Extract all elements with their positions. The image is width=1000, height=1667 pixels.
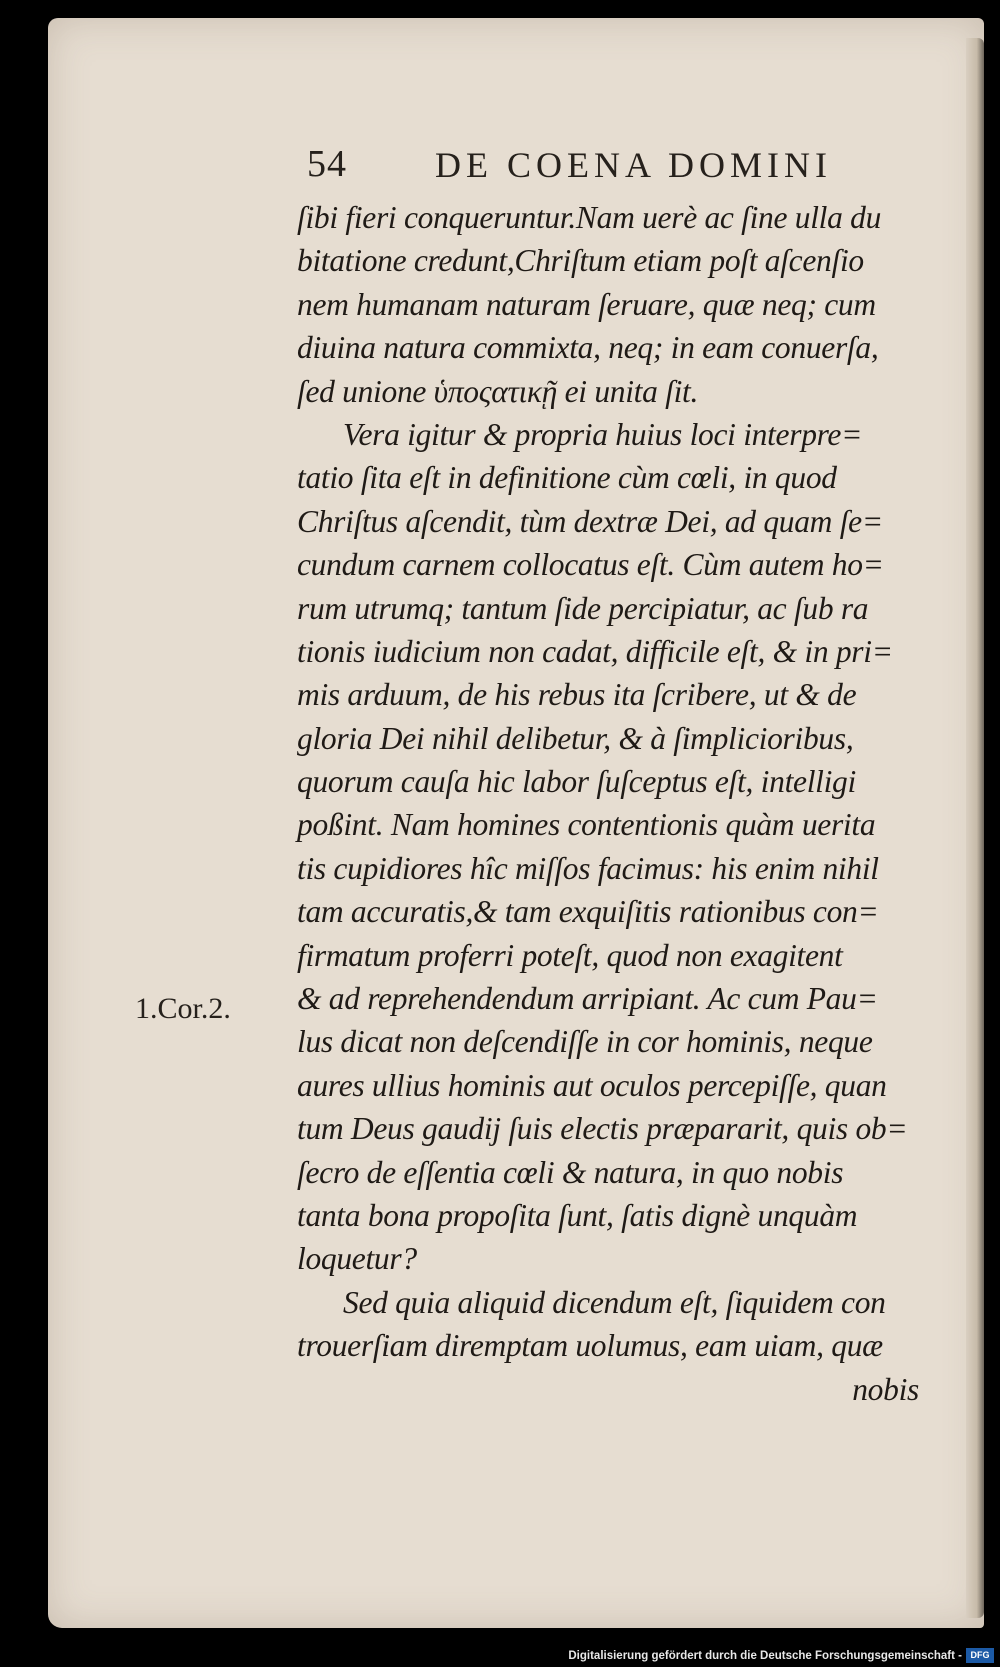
catchword: nobis xyxy=(852,1371,919,1407)
page-edge-shadow xyxy=(966,38,984,1618)
text-line: quorum cauſa hic labor ſuſceptus eſt, intelligi xyxy=(297,764,856,800)
text-line: rum utrumq; tantum ſide percipiatur, ac ſub ra xyxy=(297,590,869,626)
margin-note: 1.Cor.2. xyxy=(135,992,231,1025)
text-line: gloria Dei nihil delibetur, & à ſimplicioribus, xyxy=(297,720,854,756)
paragraph-start-line: Vera igitur & propria huius loci interpre= xyxy=(343,416,863,452)
text-line: tis cupidiores hîc miſſos facimus: his enim nihil xyxy=(297,850,879,886)
text-line: nem humanam naturam ſeruare, quæ neq; cum xyxy=(297,286,876,322)
text-line: Chriſtus aſcendit, tùm dextræ Dei, ad quam ſe= xyxy=(297,503,883,539)
text-line: ſecro de eſſentia cœli & natura, in quo nobis xyxy=(297,1154,844,1190)
text-line: lus dicat non deſcendiſſe in cor hominis, neque xyxy=(297,1024,873,1060)
text-line: & ad reprehendendum arripiant. Ac cum Pau= xyxy=(297,981,878,1017)
text-line: tionis iudicium non cadat, difficile eſt, & in pri= xyxy=(297,633,893,669)
text-line: ſed unione ὑποςατικῇ ei unita ſit. xyxy=(297,373,699,409)
paragraph-start-line: Sed quia aliquid dicendum eſt, ſiquidem con xyxy=(343,1284,886,1320)
text-line: tum Deus gaudij ſuis electis præpararit, quis ob= xyxy=(297,1111,908,1147)
digitization-credit: Digitalisierung gefördert durch die Deutsche Forschungsgemeinschaft - xyxy=(568,1650,962,1662)
page-number: 54 xyxy=(307,143,347,185)
text-line: trouerſiam diremptam uolumus, eam uiam, quæ xyxy=(297,1328,883,1364)
text-line: mis arduum, de his rebus ita ſcribere, ut & de xyxy=(297,677,857,713)
text-line: poßint. Nam homines contentionis quàm uerita xyxy=(297,807,876,843)
text-line: ſibi fieri conqueruntur.Nam uerè ac ſine ulla du xyxy=(297,200,882,235)
text-line: loquetur? xyxy=(297,1241,417,1277)
text-line: cundum carnem collocatus eſt. Cùm autem ho= xyxy=(297,547,884,583)
text-line: bitatione credunt,Chriſtum etiam poſt aſcenſio xyxy=(297,243,864,279)
body-text xyxy=(297,196,939,1411)
page-header xyxy=(307,142,867,192)
text-line: tatio ſita eſt in definitione cùm cœli, in quod xyxy=(297,460,837,496)
running-title: DE COENA DOMINI xyxy=(435,145,832,185)
text-line: tam accuratis,& tam exquiſitis rationibus con= xyxy=(297,894,879,930)
text-line: tanta bona propoſita ſunt, ſatis dignè unquàm xyxy=(297,1197,858,1233)
text-line: diuina natura commixta, neq; in eam conuerſa, xyxy=(297,330,879,366)
dfg-logo: DFG xyxy=(966,1648,994,1663)
text-line: firmatum proferri poteſt, quod non exagitent xyxy=(297,937,843,973)
text-line: aures ullius hominis aut oculos percepiſſe, quan xyxy=(297,1067,887,1103)
